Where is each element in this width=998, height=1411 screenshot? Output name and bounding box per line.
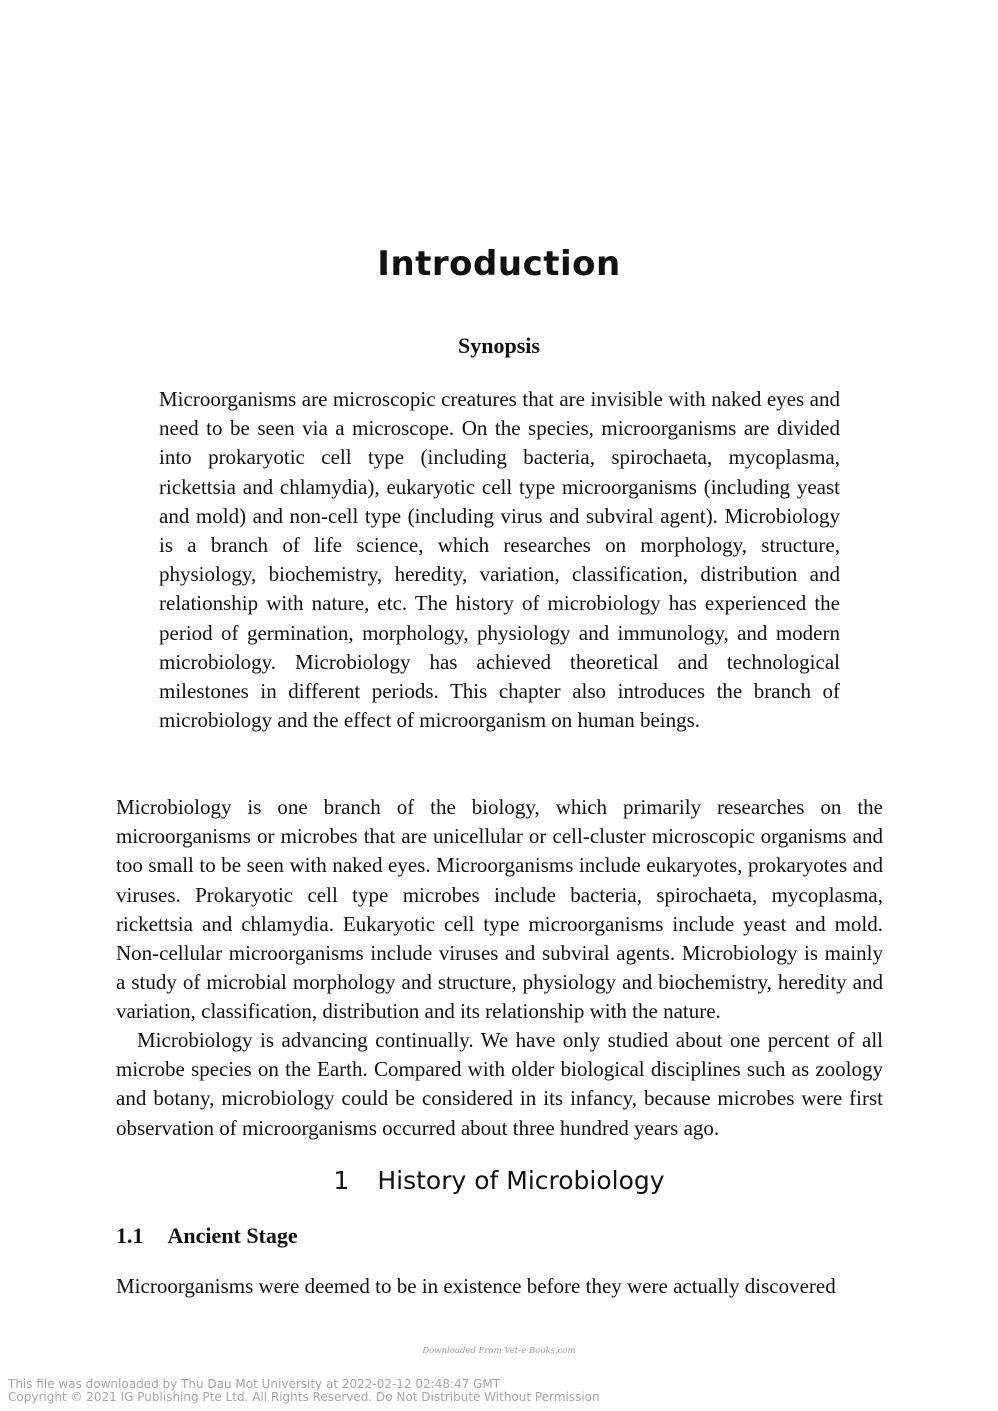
footer-copyright: Copyright © 2021 IG Publishing Pte Ltd. All Rights Reserved. Do Not Distribute Without Permission bbox=[8, 1390, 600, 1404]
footer-download-notice: This file was downloaded by Thu Dau Mot University at 2022-02-12 02:48:47 GMT bbox=[8, 1377, 501, 1391]
subsection-paragraph: Microorganisms were deemed to be in existence before they were actually discovered bbox=[116, 1274, 836, 1298]
page-title: Introduction bbox=[377, 244, 621, 284]
synopsis-text: Microorganisms are microscopic creatures that are invisible with naked eyes and need to be seen via a microscope. On the species, microorganisms are divided into prokaryotic cell type (including bacteria, spirochaeta, mycoplasma, rickettsia and chlamydia), eukaryotic cell type microorganisms (including yeast and mold) and non-cell type (including virus and subviral agent). Microbiology is a branch of life science, which researches on morphology, structure, physiology, biochemistry, heredity, variation, classification, distribution and relationship with nature, etc. The history of microbiology has experienced the period of germination, morphology, physiology and immunology, and modern microbiology. Microbiology has achieved theoretical and technological milestones in different periods. This chapter also introduces the branch of microbiology and the effect of microorganism on human beings. bbox=[159, 387, 840, 733]
body-paragraph-2: Microbiology is advancing continually. We have only studied about one percent of all microbe species on the Earth. Compared with older biological disciplines such as zoology and botany, microbiology could be considered in its infancy, because microbes were first observation of microorganisms occurred about three hundred years ago. bbox=[116, 1028, 883, 1140]
footer bbox=[8, 1378, 600, 1404]
body-paragraph-1: Microbiology is one branch of the biology, which primarily researches on the microorganisms or microbes that are unicellular or cell-cluster microscopic organisms and too small to be seen with naked eyes. Microorganisms include eukaryotes, prokaryotes and viruses. Prokaryotic cell type microbes include bacteria, spirochaeta, mycoplasma, rickettsia and chlamydia. Eukaryotic cell type microorganisms include yeast and mold. Non-cellular microorganisms include viruses and subviral agents. Microbiology is mainly a study of microbial morphology and structure, physiology and biochemistry, heredity and variation, classification, distribution and its relationship with the nature. bbox=[116, 795, 883, 1024]
section-heading bbox=[0, 1163, 998, 1199]
download-watermark: Downloaded From Vet-e-Books.com bbox=[422, 1346, 576, 1356]
synopsis-heading: Synopsis bbox=[458, 333, 540, 358]
subsection-title: Ancient Stage bbox=[167, 1223, 298, 1248]
subsection-heading bbox=[116, 1221, 298, 1251]
section-title: History of Microbiology bbox=[377, 1166, 665, 1195]
section-number: 1 bbox=[333, 1166, 350, 1195]
subsection-number: 1.1 bbox=[116, 1223, 144, 1248]
